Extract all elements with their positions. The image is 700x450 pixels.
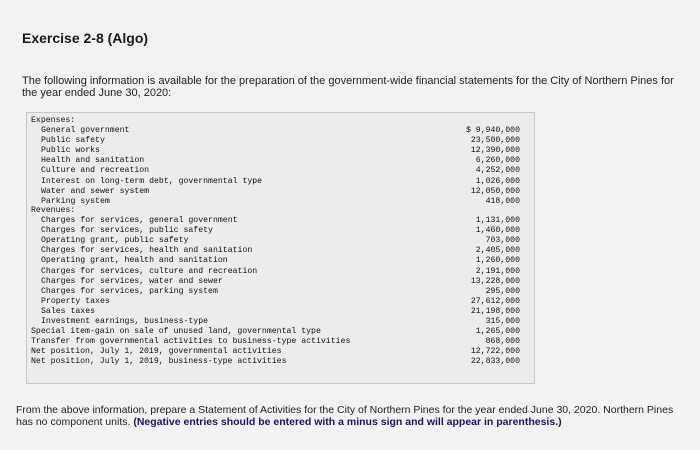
- instruction-bold: (Negative entries should be entered with a minus sign and will appear in parenthesis.): [133, 416, 562, 428]
- other-item-value: 868,000: [485, 337, 520, 347]
- expense-label: Public safety: [41, 136, 105, 146]
- revenue-row: [27, 277, 534, 287]
- other-item-label: Net position, July 1, 2019, business-type activities: [31, 357, 287, 367]
- expense-value: $ 9,940,000: [465, 126, 520, 135]
- expense-row: [27, 156, 534, 166]
- revenue-label: Property taxes: [41, 296, 110, 306]
- intro-text: The following information is available for the preparation of the government-wide financial statements for the City of Northern Pines for the year ended June 30, 2020:: [22, 75, 674, 99]
- expense-label: Public works: [41, 146, 100, 156]
- revenue-value: 21,198,000: [470, 306, 520, 316]
- revenue-value: 2,191,000: [475, 266, 520, 276]
- other-item-row: [27, 337, 534, 347]
- revenue-row: [27, 216, 534, 226]
- revenue-value: 703,000: [485, 236, 520, 246]
- other-item-row: [27, 357, 534, 367]
- revenue-label: Charges for services, public safety: [41, 226, 213, 236]
- revenue-label: Charges for services, water and sewer: [41, 276, 223, 286]
- revenue-row: [27, 236, 534, 246]
- expense-value: 4,252,000: [475, 166, 520, 176]
- expense-row: [27, 126, 534, 136]
- other-item-label: Special item-gain on sale of unused land, governmental type: [31, 327, 321, 336]
- revenues-header: Revenues:: [31, 206, 76, 215]
- other-item-row: [27, 347, 534, 357]
- revenue-row: [27, 287, 534, 297]
- revenue-row: [27, 226, 534, 236]
- expense-value: 1,026,000: [475, 176, 520, 186]
- expenses-header-row: [27, 116, 534, 126]
- other-item-row: [27, 327, 534, 337]
- revenue-row: [27, 307, 534, 317]
- expense-value: 12,050,000: [470, 186, 520, 196]
- instruction-text: [16, 404, 686, 428]
- exercise-title: Exercise 2-8 (Algo): [22, 30, 149, 46]
- revenues-header-row: [27, 206, 534, 216]
- revenue-row: [27, 317, 534, 327]
- expense-row: [27, 146, 534, 156]
- revenue-row: [27, 267, 534, 277]
- revenue-value: 2,405,000: [475, 246, 520, 256]
- revenue-row: [27, 256, 534, 266]
- revenue-row: [27, 246, 534, 256]
- revenue-label: Operating grant, health and sanitation: [41, 256, 228, 266]
- revenue-label: Investment earnings, business-type: [41, 317, 209, 326]
- expense-label: General government: [41, 126, 130, 135]
- revenue-label: Charges for services, health and sanitation: [41, 246, 253, 256]
- revenue-value: 1,131,000: [475, 216, 520, 225]
- revenue-label: Sales taxes: [41, 306, 96, 316]
- expense-row: [27, 177, 534, 187]
- revenue-label: Charges for services, parking system: [41, 286, 218, 296]
- revenue-value: 1,260,000: [475, 256, 520, 266]
- other-item-value: 12,722,000: [470, 347, 520, 357]
- other-item-value: 1,265,000: [475, 327, 520, 336]
- revenue-label: Charges for services, general government: [41, 216, 238, 225]
- revenue-value: 27,612,000: [470, 296, 520, 306]
- expense-label: Water and sewer system: [41, 186, 150, 196]
- expense-label: Health and sanitation: [41, 156, 145, 166]
- other-item-label: Transfer from governmental activities to business-type activities: [31, 337, 351, 347]
- revenue-value: 1,460,000: [475, 226, 520, 236]
- other-item-label: Net position, July 1, 2019, governmental activities: [31, 347, 282, 357]
- expense-value: 23,500,000: [470, 136, 520, 146]
- expense-value: 12,390,000: [470, 146, 520, 156]
- expense-label: Culture and recreation: [41, 166, 150, 176]
- expenses-header: Expenses:: [31, 116, 76, 125]
- other-item-value: 22,833,000: [470, 357, 520, 367]
- expense-label: Interest on long-term debt, governmental type: [41, 176, 263, 186]
- expense-label: Parking system: [41, 196, 110, 206]
- revenue-label: Charges for services, culture and recreation: [41, 266, 258, 276]
- data-table: [26, 112, 535, 384]
- expense-row: [27, 166, 534, 176]
- revenue-label: Operating grant, public safety: [41, 236, 189, 246]
- expense-value: 418,000: [485, 196, 520, 206]
- revenue-row: [27, 297, 534, 307]
- expense-row: [27, 136, 534, 146]
- expense-value: 6,260,000: [475, 156, 520, 166]
- instruction-main: From the above information, prepare a Statement of Activities for the City of Northern Pines for the year ended June 30, 2020. Northern Pines has no component units.: [16, 404, 674, 428]
- revenue-value: 295,000: [485, 286, 520, 296]
- expense-row: [27, 187, 534, 197]
- revenue-value: 315,000: [485, 317, 520, 326]
- revenue-value: 13,228,000: [470, 276, 520, 286]
